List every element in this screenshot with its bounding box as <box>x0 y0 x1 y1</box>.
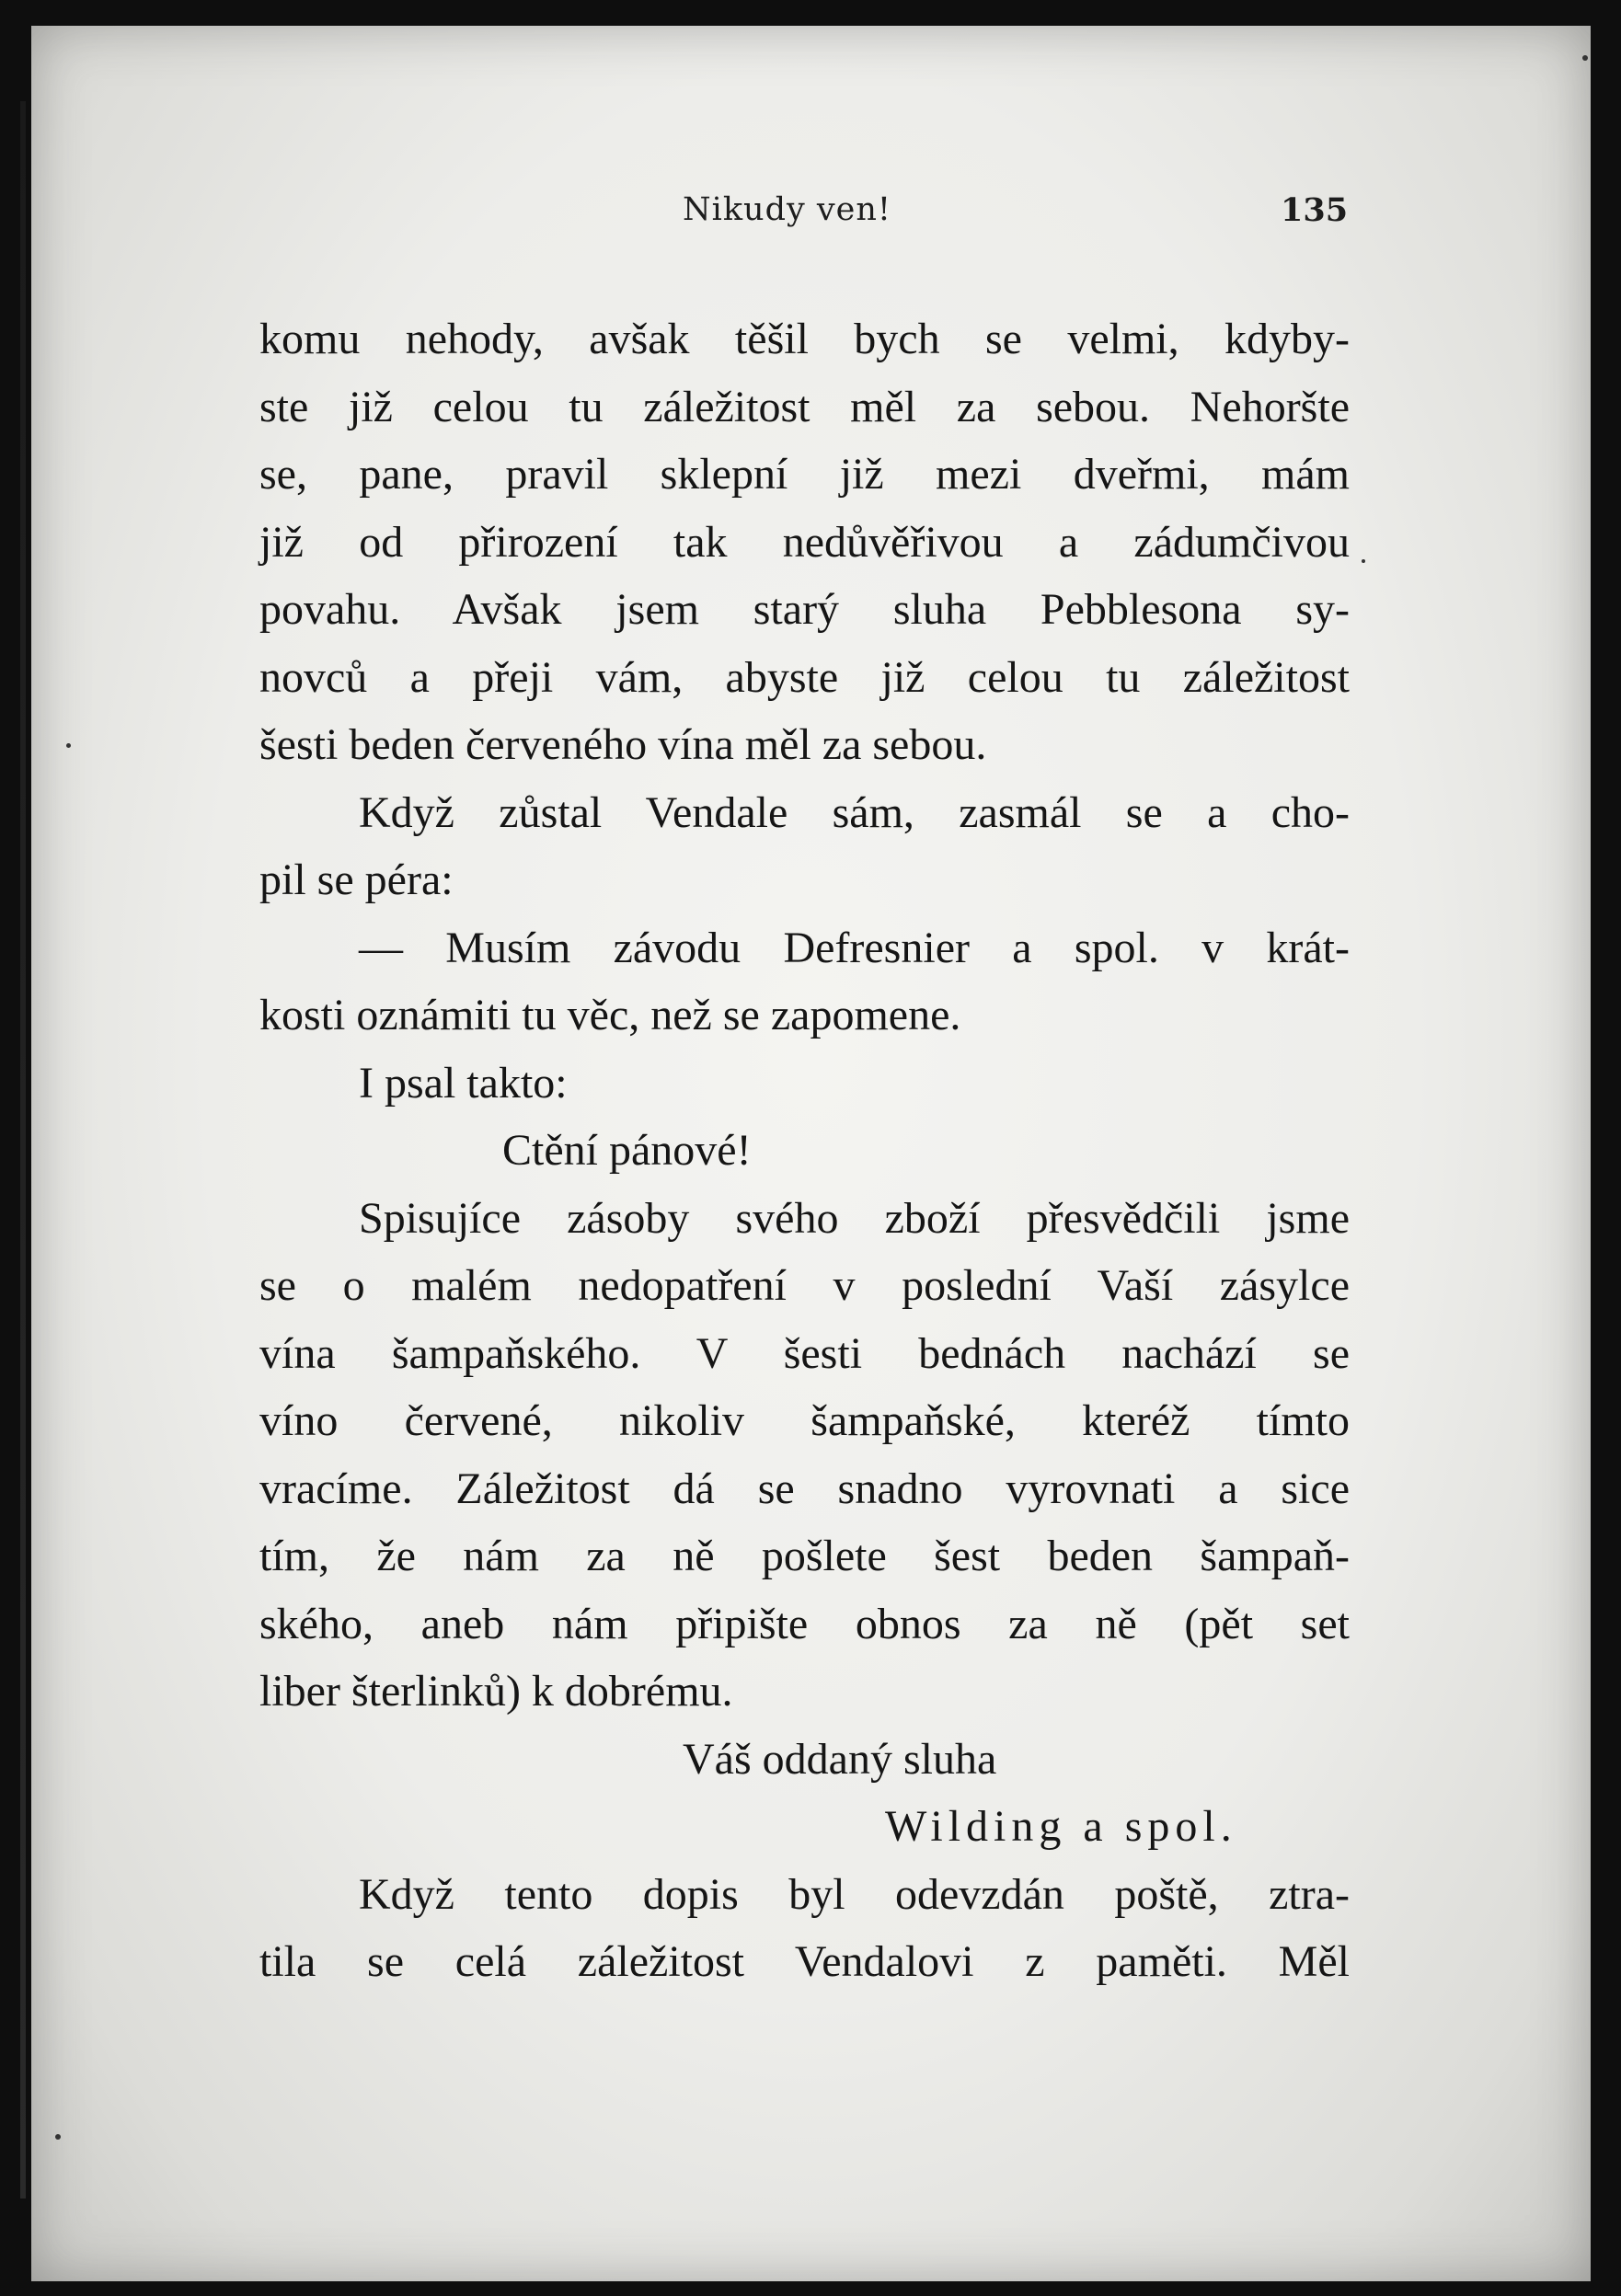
page-header <box>0 191 1621 237</box>
text-line: víno červené, nikoliv šampaňské, kteréž tímto <box>259 1396 1350 1445</box>
text-line: I psal takto: <box>359 1058 568 1108</box>
binding-edge <box>20 101 26 2198</box>
text-line: vracíme. Záležitost dá se snadno vyrovnati a sice <box>259 1464 1350 1513</box>
text-line: Když tento dopis byl odevzdán poště, ztra- <box>359 1869 1350 1919</box>
running-title: Nikudy ven! <box>683 191 891 228</box>
text-line: tím, že nám za ně pošlete šest beden šampaň- <box>259 1532 1350 1580</box>
text-line: již od přirození tak nedůvěřivou a zádumčivou <box>259 517 1350 567</box>
letter-closing: Váš oddaný sluha <box>683 1734 997 1784</box>
text-line: — Musím závodu Defresnier a spol. v krát- <box>359 923 1350 972</box>
text-line: Když zůstal Vendale sám, zasmál se a cho- <box>359 787 1350 837</box>
text-line: liber šterlinků) k dobrému. <box>259 1667 733 1716</box>
text-line: novců a přeji vám, abyste již celou tu záležitost <box>259 652 1350 702</box>
ink-speck <box>1582 55 1588 61</box>
text-line: pil se péra: <box>259 855 454 904</box>
ink-speck <box>1362 559 1365 563</box>
text-line: komu nehody, avšak těšil bych se velmi, kdyby- <box>259 315 1350 363</box>
text-line: ste již celou tu záležitost měl za sebou. Nehoršte <box>259 382 1350 431</box>
letter-signature: Wilding a spol. <box>885 1802 1237 1851</box>
text-line: kosti oznámiti tu věc, než se zapomene. <box>259 991 961 1039</box>
text-line: Spisujíce zásoby svého zboží přesvědčili jsme <box>359 1193 1350 1243</box>
text-line: vína šampaňského. V šesti bednách nachází se <box>259 1328 1350 1378</box>
text-line: ského, aneb nám připište obnos za ně (pět set <box>259 1599 1350 1648</box>
page-number: 135 <box>1281 191 1349 229</box>
body-text <box>259 305 1350 1996</box>
ink-speck <box>55 2134 61 2140</box>
text-line: se o malém nedopatření v poslední Vaší zásylce <box>259 1261 1350 1310</box>
text-line: tila se celá záležitost Vendalovi z paměti. Měl <box>259 1937 1350 1986</box>
ink-speck <box>66 743 71 748</box>
text-line: šesti beden červeného vína měl za sebou. <box>259 720 987 769</box>
letter-salutation: Ctění pánové! <box>502 1126 752 1175</box>
text-line: povahu. Avšak jsem starý sluha Pebblesona sy- <box>259 585 1350 634</box>
text-line: se, pane, pravil sklepní již mezi dveřmi, mám <box>259 450 1350 499</box>
